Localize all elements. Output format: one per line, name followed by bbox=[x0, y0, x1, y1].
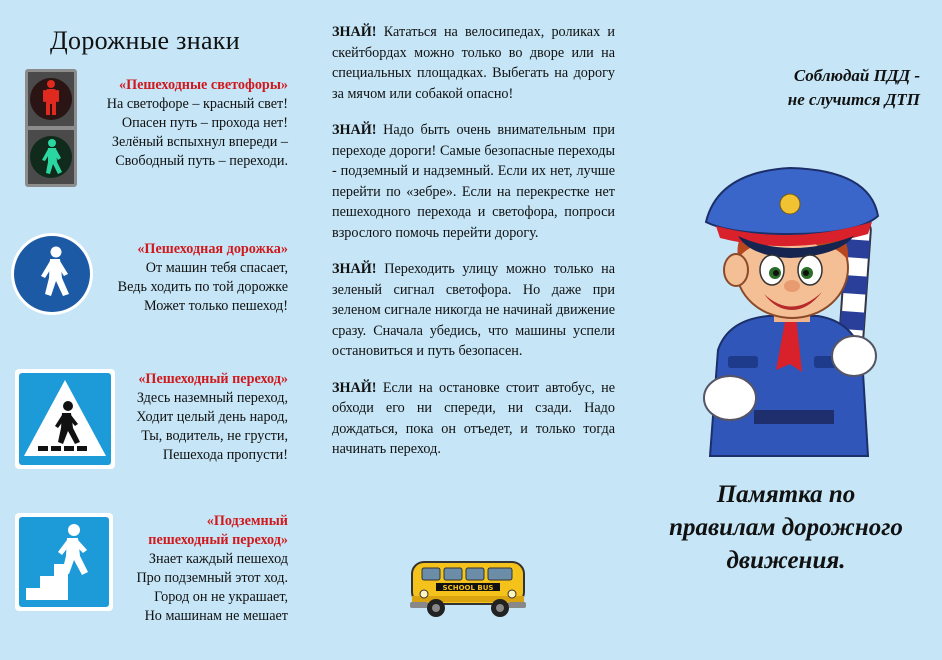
sign-block-pedestrian-crossing bbox=[0, 366, 310, 476]
verse-line: От машин тебя спасает, bbox=[145, 260, 288, 276]
slogan-line: Соблюдай ПДД - bbox=[793, 66, 920, 85]
verse-pedestrian-path bbox=[118, 240, 288, 316]
slogan-line: не случится ДТП bbox=[787, 90, 920, 109]
verse-line: Пешехода пропусти! bbox=[162, 447, 288, 463]
verse-line: Знает каждый пешеход bbox=[148, 551, 288, 567]
verse-line: Ты, водитель, не грусти, bbox=[141, 428, 288, 444]
know-label: ЗНАЙ! bbox=[332, 24, 377, 40]
pedestrian-traffic-light-icon bbox=[24, 68, 78, 188]
memo-line: правилам дорожного bbox=[669, 514, 903, 541]
verse-pedestrian-crossing bbox=[136, 370, 288, 465]
verse-line: Зелёный вспыхнул впереди – bbox=[111, 134, 288, 150]
verse-underground-crossing bbox=[136, 512, 288, 626]
tip-paragraph bbox=[332, 259, 615, 362]
verse-line: Свободный путь – переходи. bbox=[115, 153, 288, 169]
sign-block-traffic-lights bbox=[0, 66, 310, 196]
verse-line: Город он не украшает, bbox=[154, 589, 288, 605]
tip-paragraph bbox=[332, 22, 615, 104]
verse-title: «Пешеходная дорожка» bbox=[137, 241, 288, 257]
cover-column bbox=[630, 0, 942, 660]
tip-text: Надо быть очень внимательным при переходе дороги! Самые безопасные переходы - подземный и надземный. Если их нет, лучше перейти по «зебре». Если на перекрестке нет пешеходного перехода и светофора, попроси взрослого помочь перейти дорогу. bbox=[332, 122, 616, 241]
bus-sign-text: SCHOOL BUS bbox=[442, 584, 494, 592]
verse-traffic-lights bbox=[107, 76, 288, 171]
verse-title: «Пешеходные светофоры» bbox=[118, 77, 288, 93]
verse-line: Ходит целый день народ, bbox=[136, 409, 288, 425]
sign-block-pedestrian-path bbox=[0, 230, 310, 320]
memo-line: движения. bbox=[726, 547, 846, 574]
verse-line: Опасен путь – прохода нет! bbox=[121, 115, 288, 131]
tip-paragraph bbox=[332, 378, 615, 460]
verse-line: Про подземный этот ход. bbox=[136, 570, 288, 586]
road-signs-title: Дорожные знаки bbox=[50, 26, 240, 55]
verse-line: Но машинам не мешает bbox=[144, 608, 288, 624]
verse-title: «Подземный bbox=[206, 513, 288, 529]
traffic-officer-boy-icon bbox=[658, 160, 922, 460]
tip-text: Если на остановке стоит автобус, не обходи его ни спереди, ни сзади. Надо дождаться, пока он отъедет, и только тогда начинать переход. bbox=[332, 379, 615, 457]
verse-line: На светофоре – красный свет! bbox=[106, 96, 288, 112]
verse-title: пешеходный переход» bbox=[148, 532, 288, 548]
verse-line: Здесь наземный переход, bbox=[136, 390, 288, 406]
memo-title bbox=[630, 478, 942, 577]
know-label: ЗНАЙ! bbox=[332, 261, 377, 277]
verse-line: Может только пешеход! bbox=[143, 298, 288, 314]
tip-text: Переходить улицу можно только на зеленый сигнал светофора. Но даже при зеленом сигнале никогда не начинай движение сразу. Сначала убедись, что машины успели остановиться и путь безопасен. bbox=[332, 261, 615, 359]
pedestrian-crossing-sign-icon bbox=[14, 368, 116, 470]
know-label: ЗНАЙ! bbox=[332, 122, 377, 138]
school-bus-icon bbox=[406, 556, 530, 622]
verse-line: Ведь ходить по той дорожке bbox=[117, 279, 288, 295]
road-signs-column bbox=[0, 0, 310, 660]
slogan bbox=[788, 64, 920, 112]
memo-line: Памятка по bbox=[716, 481, 856, 508]
pedestrian-path-sign-icon bbox=[10, 232, 94, 316]
underground-crossing-sign-icon bbox=[14, 512, 114, 612]
know-label: ЗНАЙ! bbox=[332, 379, 377, 396]
tip-text: Кататься на велосипедах, роликах и скейтбордах можно только во дворе или на специальных площадках. Выбегать на дорогу за мячом или собакой опасно! bbox=[332, 24, 616, 102]
sign-block-underground-crossing bbox=[0, 510, 310, 630]
tips-text bbox=[332, 22, 615, 476]
verse-title: «Пешеходный переход» bbox=[138, 371, 288, 387]
tip-paragraph bbox=[332, 120, 615, 243]
tips-column bbox=[310, 0, 630, 660]
